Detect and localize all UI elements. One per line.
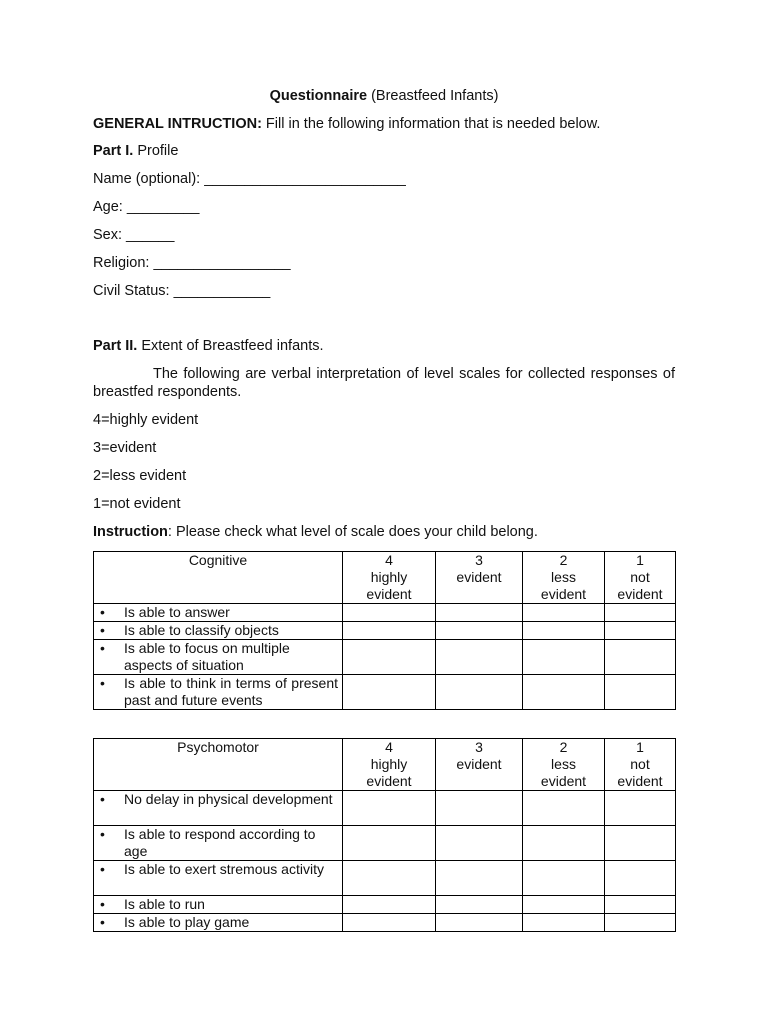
check-cell-2[interactable] <box>523 791 605 826</box>
header-1: 1 not evident <box>605 552 676 604</box>
item-label: Is able to exert stremous activity <box>124 861 324 877</box>
check-cell-2[interactable] <box>523 896 605 914</box>
item-label: Is able to focus on multiple aspects of situation <box>124 640 290 673</box>
check-cell-4[interactable] <box>343 896 436 914</box>
scale-2: 2=less evident <box>93 468 187 484</box>
table-header-row <box>94 739 676 791</box>
check-cell-4[interactable] <box>343 675 436 710</box>
item-label: No delay in physical development <box>124 791 333 807</box>
table-header-row <box>94 552 676 604</box>
check-cell-1[interactable] <box>605 604 676 622</box>
check-cell-2[interactable] <box>523 622 605 640</box>
bullet: • <box>100 622 105 638</box>
age-field[interactable]: Age: _________ <box>93 199 200 215</box>
check-cell-3[interactable] <box>436 640 523 675</box>
header-1: 1 not evident <box>605 739 676 791</box>
header-2: 2 less evident <box>523 552 605 604</box>
cognitive-table <box>93 551 676 710</box>
intro-paragraph: The following are verbal interpretation of level scales for collected responses of breastfed respondents. <box>93 366 675 400</box>
check-cell-4[interactable] <box>343 622 436 640</box>
general-instruction: GENERAL INTRUCTION: Fill in the following information that is needed below. <box>93 116 601 132</box>
check-cell-2[interactable] <box>523 914 605 932</box>
check-cell-4[interactable] <box>343 826 436 861</box>
table-row <box>94 826 676 861</box>
header-3: 3 evident <box>436 552 523 604</box>
check-cell-4[interactable] <box>343 604 436 622</box>
item-label: Is able to respond according to age <box>124 826 316 859</box>
psychomotor-title: Psychomotor <box>94 739 343 791</box>
check-cell-2[interactable] <box>523 861 605 896</box>
check-cell-3[interactable] <box>436 914 523 932</box>
check-cell-1[interactable] <box>605 791 676 826</box>
document-title: Questionnaire (Breastfeed Infants) <box>269 88 499 104</box>
check-cell-2[interactable] <box>523 604 605 622</box>
item-label: Is able to run <box>124 896 205 912</box>
item-label: Is able to play game <box>124 914 250 930</box>
bullet: • <box>100 896 105 912</box>
check-cell-1[interactable] <box>605 675 676 710</box>
table-row <box>94 896 676 914</box>
bullet: • <box>100 826 105 842</box>
check-cell-3[interactable] <box>436 826 523 861</box>
item-label: Is able to classify objects <box>124 622 279 638</box>
part-1-heading: Part I. Profile <box>93 143 179 159</box>
bullet: • <box>100 675 105 691</box>
check-cell-3[interactable] <box>436 896 523 914</box>
table-row <box>94 914 676 932</box>
check-cell-4[interactable] <box>343 640 436 675</box>
bullet: • <box>100 791 105 807</box>
bullet: • <box>100 640 105 656</box>
scale-4: 4=highly evident <box>93 412 199 428</box>
header-3: 3 evident <box>436 739 523 791</box>
check-cell-1[interactable] <box>605 861 676 896</box>
sex-field[interactable]: Sex: ______ <box>93 227 175 243</box>
header-4: 4 highly evident <box>343 739 436 791</box>
cognitive-title: Cognitive <box>94 552 343 604</box>
table-row <box>94 640 676 675</box>
religion-field[interactable]: Religion: _________________ <box>93 255 291 271</box>
name-field[interactable]: Name (optional): _________________________ <box>93 171 406 187</box>
bullet: • <box>100 914 105 930</box>
bullet: • <box>100 861 105 877</box>
check-cell-1[interactable] <box>605 896 676 914</box>
check-cell-3[interactable] <box>436 861 523 896</box>
table-row <box>94 622 676 640</box>
header-4: 4 highly evident <box>343 552 436 604</box>
check-cell-3[interactable] <box>436 675 523 710</box>
check-cell-1[interactable] <box>605 622 676 640</box>
check-cell-4[interactable] <box>343 861 436 896</box>
scale-3: 3=evident <box>93 440 157 456</box>
check-cell-2[interactable] <box>523 640 605 675</box>
table-row <box>94 861 676 896</box>
check-cell-2[interactable] <box>523 675 605 710</box>
header-2: 2 less evident <box>523 739 605 791</box>
table-row <box>94 604 676 622</box>
check-cell-4[interactable] <box>343 914 436 932</box>
instruction-line: Instruction: Please check what level of scale does your child belong. <box>93 524 538 540</box>
table-row <box>94 675 676 710</box>
check-cell-2[interactable] <box>523 826 605 861</box>
psychomotor-table <box>93 738 676 932</box>
check-cell-3[interactable] <box>436 791 523 826</box>
check-cell-3[interactable] <box>436 604 523 622</box>
check-cell-3[interactable] <box>436 622 523 640</box>
check-cell-1[interactable] <box>605 640 676 675</box>
check-cell-1[interactable] <box>605 914 676 932</box>
civil-status-field[interactable]: Civil Status: ____________ <box>93 283 271 299</box>
check-cell-4[interactable] <box>343 791 436 826</box>
part-2-heading: Part II. Extent of Breastfeed infants. <box>93 338 324 354</box>
bullet: • <box>100 604 105 620</box>
scale-1: 1=not evident <box>93 496 181 512</box>
check-cell-1[interactable] <box>605 826 676 861</box>
item-label: Is able to answer <box>124 604 230 620</box>
table-row <box>94 791 676 826</box>
item-label: Is able to think in terms of present past and future events <box>124 675 338 708</box>
